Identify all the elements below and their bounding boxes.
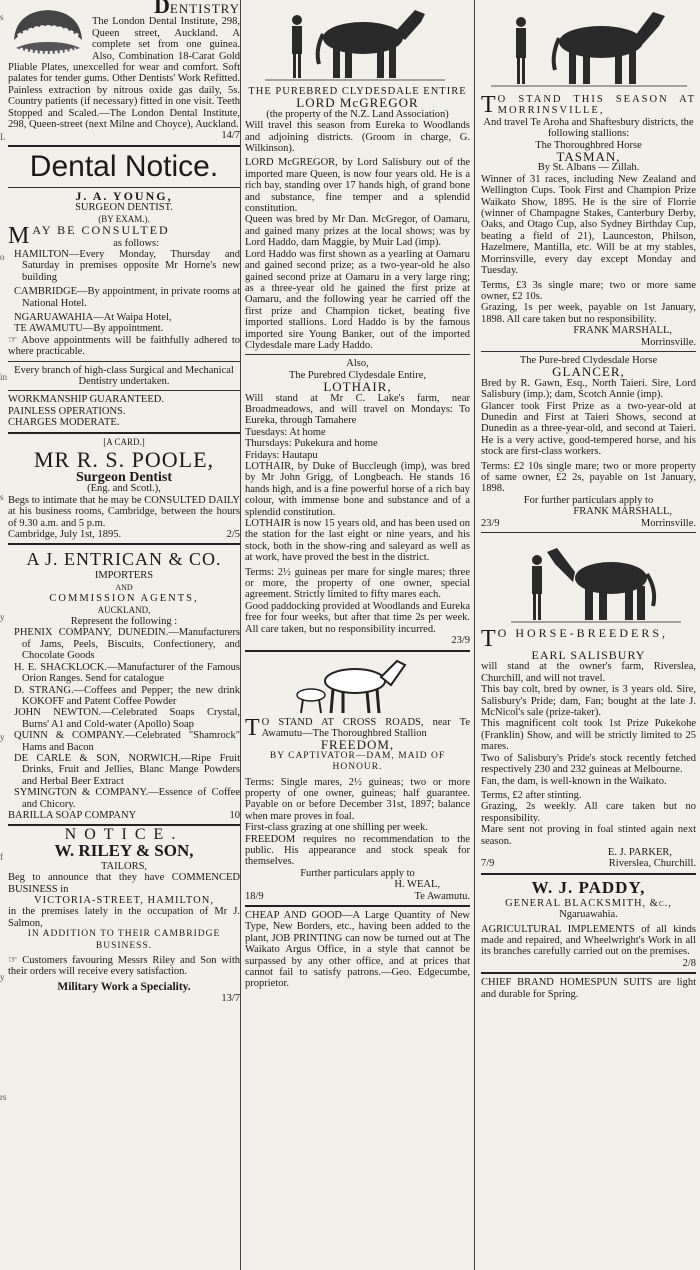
margin-stray-char: in <box>0 372 8 382</box>
lord-mcgregor-ad <box>245 86 470 351</box>
draught-horse-illustration <box>481 536 697 628</box>
divider <box>8 432 240 434</box>
divider <box>481 351 696 352</box>
dental-notice-headline: Dental Notice. <box>29 149 219 183</box>
salisbury-heading: O HORSE-BREEDERS, <box>497 626 669 641</box>
margin-stray-char: y <box>0 972 5 982</box>
riley-customers: ☞ Customers favouring Messrs Riley and Son with their orders will receive every satisfaction. <box>8 955 240 978</box>
entrican-last: BARILLA SOAP COMPANY <box>8 809 137 821</box>
salisbury-body2: This bay colt, bred by owner, is 3 years old. Sire, Salisbury's Pride; dam, Fan; bought at the late J. McNicol's sale (prize-taker). <box>481 684 696 719</box>
riley-ref: 13/7 <box>221 993 240 1005</box>
entrican-item: JOHN NEWTON.—Celebrated Soaps Crystal, Burns' A1 and Cold-water (Apollo) Soap <box>14 707 240 730</box>
mcgregor-travel: Will travel this season from Eureka to Woodlands and adjoining districts. (Groom in charge, G. Wilkinson). <box>245 120 470 155</box>
glancer-heading: The Pure-bred Clydesdale Horse <box>519 354 658 366</box>
lothair-ad <box>245 358 470 646</box>
freedom-ad <box>245 714 470 903</box>
paddy-name: W. J. PADDY, <box>531 877 646 897</box>
guarantee-3: CHARGES MODERATE. <box>8 417 120 429</box>
margin-stray-char: s <box>0 492 4 502</box>
paddy-body: AGRICULTURAL IMPLEMENTS of all kinds made and repaired, and Wheelwright's Work in all its branches carefully carried out on the premises. <box>481 923 696 958</box>
glancer-terms: Terms: £2 10s single mare; two or more property of same owner, £2 2s, payable on 1st January, 1898. <box>481 460 696 495</box>
salisbury-terms: Terms, £2 after stinting. <box>481 789 582 801</box>
riley-addition: IN ADDITION TO THEIR CAMBRIDGE BUSINESS. <box>27 929 221 951</box>
entrican-name: A J. ENTRICAN & CO. <box>26 549 222 570</box>
salisbury-place: Riverslea, Churchill. <box>608 858 696 870</box>
printing-text: CHEAP AND GOOD—A Large Quantity of New Type, New Borders, etc., having been added to the plant, JOB PRINTING can now be turned out at The Waikato Argus Office, in a style that cannot be surpassed by any other office, and at prices that cannot fail to satisfy patrons.—Geo. Edgecumbe, proprietor. <box>245 910 470 990</box>
freedom-terms: Terms: Single mares, 2½ guineas; two or more property of one owner, guineas; half guarantee. Payable on or before December 31st, 1897; balance when mare proves in foal. <box>245 776 470 822</box>
salisbury-ref: 7/9 <box>481 858 495 870</box>
dental-notice-exam: (BY EXAM.). <box>98 213 150 224</box>
divider <box>8 187 240 188</box>
paddy-place: Ngaruawahia. <box>559 909 618 921</box>
entrican-intro: Represent the following : <box>70 616 178 628</box>
riley-ad <box>8 826 240 1005</box>
entrican-item: D. STRANG.—Coffees and Pepper; the new drink KOKOFF and Patent Coffee Powder <box>14 684 240 707</box>
glancer-pedigree: Bred by R. Gawn, Esq., North Taieri. Sire, Lord Salisbury (imp.); dam, Scotch Annie (imp). <box>481 377 696 401</box>
entrican-line3: COMMISSION AGENTS, <box>49 593 199 605</box>
entrican-place: AUCKLAND, <box>97 604 151 615</box>
freedom-heading: O STAND AT CROSS ROADS, near Te Awamutu—The Thoroughbred Stallion <box>261 716 470 739</box>
divider <box>8 543 240 545</box>
glancer-owner: FRANK MARSHALL, <box>573 506 672 518</box>
lothair-heading: The Purebred Clydesdale Entire, <box>288 369 427 381</box>
entrican-ref: 10 <box>229 809 240 821</box>
poole-date: Cambridge, July 1st, 1895. <box>8 529 122 541</box>
salisbury-name: EARL SALISBURY <box>531 648 646 663</box>
tasman-pedigree: By St. Albans — Zillah. <box>537 162 640 174</box>
freedom-ref: 18/9 <box>245 890 264 902</box>
riley-military: Military Work a Speciality. <box>57 980 191 993</box>
every-branch: Every branch of high-class Surgical and Mechanical Dentistry undertaken. <box>14 364 234 387</box>
freedom-rec: FREEDOM requires no recommendation to the public. His appearance and stock speak for themselves. <box>245 833 470 868</box>
salisbury-body4: Two of Salisbury's Pride's stock recently fetched respectively 230 and 232 guineas at Melbourne. <box>481 752 696 776</box>
entrican-item: H. E. SHACKLOCK.—Manufacturer of the Famous Orion Ranges. Send for catalogue <box>14 661 240 685</box>
schedule-hamilton: HAMILTON—Every Monday, Thursday and Saturday in premises opposite Mr Horne's new building <box>14 248 240 283</box>
mcgregor-heading: THE PUREBRED CLYDESDALE ENTIRE <box>248 86 467 97</box>
freedom-place: Te Awamutu. <box>414 890 470 902</box>
paddy-ref: 2/8 <box>682 957 696 969</box>
freedom-further: Further particulars apply to <box>300 867 415 879</box>
tasman-dropcap: T <box>481 92 496 118</box>
salisbury-body1: will stand at the owner's farm, Riverslea, Churchill, and will not travel. <box>481 661 696 684</box>
printing-ad <box>245 910 470 990</box>
lothair-stand: Will stand at Mr C. Lake's farm, near Broadmeadows, and will travel on Mondays: To Eureka, through Tamahere <box>245 392 470 427</box>
divider <box>481 532 696 533</box>
dental-notice-ad <box>8 150 240 429</box>
mcgregor-para3: Lord Haddo was first shown as a yearling at Oamaru and gained second prize; as a two-year-old he also gained second prize at Oamaru in a very large ring; as a three-year old he gained the first prize at Oamaru, and the following year he carried off the first prize and Champion ticket, beating five imported stallions. Lord Haddo is by the famous imported sire Young Banker, out of the imported Clydesdale mare Lady Haddo. <box>245 248 470 351</box>
tasman-ad <box>481 94 696 348</box>
riley-street: VICTORIA-STREET, HAMILTON, <box>34 895 214 906</box>
salisbury-body3: This magnificent colt took 1st Prize Pukekohe (Franklin) Show, and will be strictly limited to 25 mares. <box>481 718 696 753</box>
entrican-item: QUINN & COMPANY.—Celebrated "Shamrock" Hams and Bacon <box>14 730 240 753</box>
tasman-terms: Terms, £3 3s single mare; two or more same owner, £2 10s. <box>481 279 696 302</box>
entrican-item: SYMINGTON & COMPANY.—Essence of Coffee and Chicory. <box>14 787 240 810</box>
salisbury-ad <box>481 628 696 870</box>
lothair-also: Also, <box>346 358 369 370</box>
riley-body: Beg to announce that they have COMMENCED BUSINESS in <box>8 872 240 895</box>
mcgregor-name: LORD McGREGOR <box>296 95 419 111</box>
freedom-pedigree: BY CAPTIVATOR—DAM, MAID OF HONOUR. <box>269 750 446 773</box>
tasman-owner: FRANK MARSHALL, <box>573 325 672 337</box>
tasman-heading: O STAND THIS SEASON AT MORRINSVILLE, <box>497 94 696 117</box>
glancer-further: For further particulars apply to <box>523 494 654 506</box>
consulted-line2: as follows: <box>113 237 160 249</box>
margin-stray-char: f <box>0 852 3 862</box>
schedule-cambridge: CAMBRIDGE—By appointment, in private rooms at National Hotel. <box>14 286 240 309</box>
dentures-illustration <box>8 2 88 60</box>
mare-and-foal-illustration <box>245 655 469 717</box>
freedom-name: FREEDOM, <box>320 737 395 753</box>
margin-stray-char: y <box>0 732 5 742</box>
tasman-sub: The Thoroughbred Horse <box>535 139 642 151</box>
dental-notice-name: J. A. YOUNG, <box>75 188 173 203</box>
column-left <box>8 0 240 1270</box>
margin-stray-char: y <box>0 612 5 622</box>
homespun-text: CHIEF BRAND HOMESPUN SUITS are light and durable for Spring. <box>481 977 696 1000</box>
entrican-line2: AND <box>115 582 133 592</box>
paddy-ad <box>481 878 696 969</box>
guarantee-1: WORKMANSHIP GUARANTEED. <box>8 394 164 406</box>
salisbury-owner: E. J. PARKER, <box>607 846 672 858</box>
racehorse-illustration <box>481 0 697 94</box>
tasman-place: Morrinsville. <box>640 336 696 348</box>
tasman-travel: And travel Te Aroha and Shaftesbury districts, the following stallions: <box>483 116 694 140</box>
tasman-grazing: Grazing, 1s per week, payable on 1st January, 1898. All care taken but no responsibility. <box>481 302 696 325</box>
salisbury-body5: Fan, the dam, is well-known in the Waikato. <box>481 775 667 787</box>
lothair-schedule: Fridays: Hautapu <box>245 449 318 461</box>
poole-name: MR R. S. POOLE, <box>33 447 215 472</box>
entrican-item: PHENIX COMPANY, DUNEDIN.—Manufacturers of Jams, Peels, Biscuits, Confectionery, and Chocolate Goods <box>14 627 240 662</box>
column-right <box>474 0 700 1270</box>
entrican-item: DE CARLE & SON, NORWICH.—Ripe Fruit Drinks, Fruit and Jellies, Blanc Mange Powders and Herbal Beer Extract <box>14 752 240 787</box>
dentistry-body: The London Dental Institute, 298, Queen street, Auckland. A complete set from one guinea. Also, Combination 18-Carat Gold Pliable Plates, unexcelled for wear and comfort. Soft palates for tender gums. Other Dentists' Work Refitted. Painless extraction by nitrous oxide gas daily, 5s. Country patients (if necessary) fitted in one visit. Teeth Stopped and Scaled.—The London Dental Institute, 298, Queen-street (next Milne and Choyce), Auckland. <box>8 16 240 131</box>
dental-notice-title: SURGEON DENTIST. <box>75 202 173 214</box>
schedule-ngaruawahia: NGARUAWAHIA—At Waipa Hotel, <box>14 311 172 323</box>
salisbury-dropcap: T <box>481 626 496 653</box>
poole-ref: 2/5 <box>226 529 240 541</box>
divider <box>8 361 240 362</box>
riley-trade: TAILORS, <box>100 860 148 872</box>
divider <box>245 650 470 652</box>
poole-body: Begs to intimate that he may be CONSULTED DAILY at his business rooms, Cambridge, between the hours of 9.30 a.m. and 5 p.m. <box>8 494 240 529</box>
riley-name: W. RILEY & SON, <box>54 840 194 860</box>
margin-stray-char: s <box>0 12 4 22</box>
lothair-terms: Terms: 2½ guineas per mare for single mares; three or more, the property of one owner, special agreement. Strictly limited to fifty mares each. <box>245 566 470 601</box>
homespun-ad <box>481 977 696 1000</box>
poole-card: [A CARD.] <box>103 436 145 447</box>
dentistry-ad <box>8 0 240 142</box>
divider <box>481 972 696 974</box>
riley-notice: NOTICE. <box>64 826 184 844</box>
poole-qual: (Eng. and Scotl.), <box>87 483 161 495</box>
margin-stray-char: o <box>0 252 5 262</box>
dental-notice-dropcap: M <box>8 223 30 250</box>
tasman-body: Winner of 31 races, including New Zealand and Wellington Cups. Took First and Champion Prize Waikato Show, 1895. He is the sire of Florrie (winner of Champagne Stakes, Canterbury Derby, Oaks, and Otago Cup, also Sydney Birthday Cup, beating a field of 21), Launceston, Philson, Hazelmere, Mantilla, etc. Will be at my stables, Morrinsville, every day except Monday and Tuesday. <box>481 173 696 277</box>
entrican-ad <box>8 548 240 821</box>
glancer-body: Glancer took First Prize as a two-year-old at Dunedin and First at Taieri Shows, second at Dunedin as a three-year-old, and second at Taieri. He is a very active, good-tempered horse, and his stock are first-class workers. <box>481 400 696 458</box>
poole-title: Surgeon Dentist <box>75 470 173 485</box>
glancer-ad <box>481 355 696 529</box>
divider <box>245 354 470 355</box>
mcgregor-para2: Queen was bred by Mr Dan. McGregor, of Oamaru, and gained many prizes at the local shows; was by Lord Haddo, dam Maggie, by Muir Lad (imp). <box>245 214 470 249</box>
mcgregor-para1: LORD McGREGOR, by Lord Salisbury out of the imported mare Queen, is now four years old. He is a rich bay, standing over 17 hands high, of grand bone and substance, fine temper and a splendid constitution. <box>245 157 470 215</box>
riley-premises: in the premises lately in the occupation of Mr J. Salmon, <box>8 906 240 929</box>
lothair-ref: 23/9 <box>451 635 470 647</box>
freedom-dropcap: T <box>245 714 260 741</box>
consulted-line: AY BE CONSULTED <box>32 223 170 238</box>
paddy-trade: GENERAL BLACKSMITH, &c., <box>505 897 672 909</box>
poole-ad <box>8 437 240 541</box>
salisbury-mares: Mare sent not proving in foal stinted again next season. <box>481 824 696 847</box>
margin-stray-char: rs <box>0 1092 7 1102</box>
lothair-paddocking: Good paddocking provided at Woodlands and Eureka free for four weeks, but after that time 2s per week. All care taken, but no responsibility incurred. <box>245 600 470 635</box>
dentistry-dropcap: D <box>153 0 170 18</box>
lothair-para1: LOTHAIR, by Duke of Buccleugh (imp), was bred by Mr John Grigg, of Longbeach. He stands 16 hands high, and is a fine powerful horse of a rich bay colour, with immense bone and substance and of a splendid constitution. <box>245 461 470 518</box>
divider <box>245 905 470 907</box>
glancer-ref: 23/9 <box>481 517 500 529</box>
schedule-te-awamutu: TE AWAMUTU—By appointment. <box>14 323 164 335</box>
divider <box>8 390 240 391</box>
dentistry-ref: 14/7 <box>221 130 240 142</box>
appointment-note: ☞ Above appointments will be faithfully adhered to where practicable. <box>8 334 240 358</box>
clydesdale-horse-illustration <box>245 0 469 86</box>
mcgregor-property: (the property of the N.Z. Land Association) <box>266 108 449 120</box>
salisbury-grazing: Grazing, 2s weekly. All care taken but no responsibility. <box>481 801 696 824</box>
entrican-line1: IMPORTERS <box>94 570 154 582</box>
tasman-name: TASMAN, <box>556 149 621 165</box>
guarantee-2: PAINLESS OPERATIONS. <box>8 405 126 417</box>
lothair-para2: LOTHAIR is now 15 years old, and has been used on the station for the last eight or nine years, and his stock, both in the show-ring and saleyard as well as at work, have proved the best in the district. <box>245 518 470 564</box>
column-middle <box>240 0 474 1270</box>
margin-stray-char: L <box>0 132 6 142</box>
dentistry-title: ENTISTRY <box>169 1 240 16</box>
glancer-place: Morrinsville. <box>640 517 696 529</box>
freedom-contact: H. WEAL, <box>394 879 440 891</box>
lothair-schedule: Thursdays: Pukekura and home <box>245 438 378 450</box>
glancer-name: GLANCER, <box>552 364 625 380</box>
lothair-schedule: Tuesdays: At home <box>245 426 326 438</box>
divider <box>481 873 696 875</box>
divider <box>8 145 240 147</box>
freedom-grazing: First-class grazing at one shilling per week. <box>245 822 428 834</box>
lothair-name: LOTHAIR, <box>323 379 392 395</box>
